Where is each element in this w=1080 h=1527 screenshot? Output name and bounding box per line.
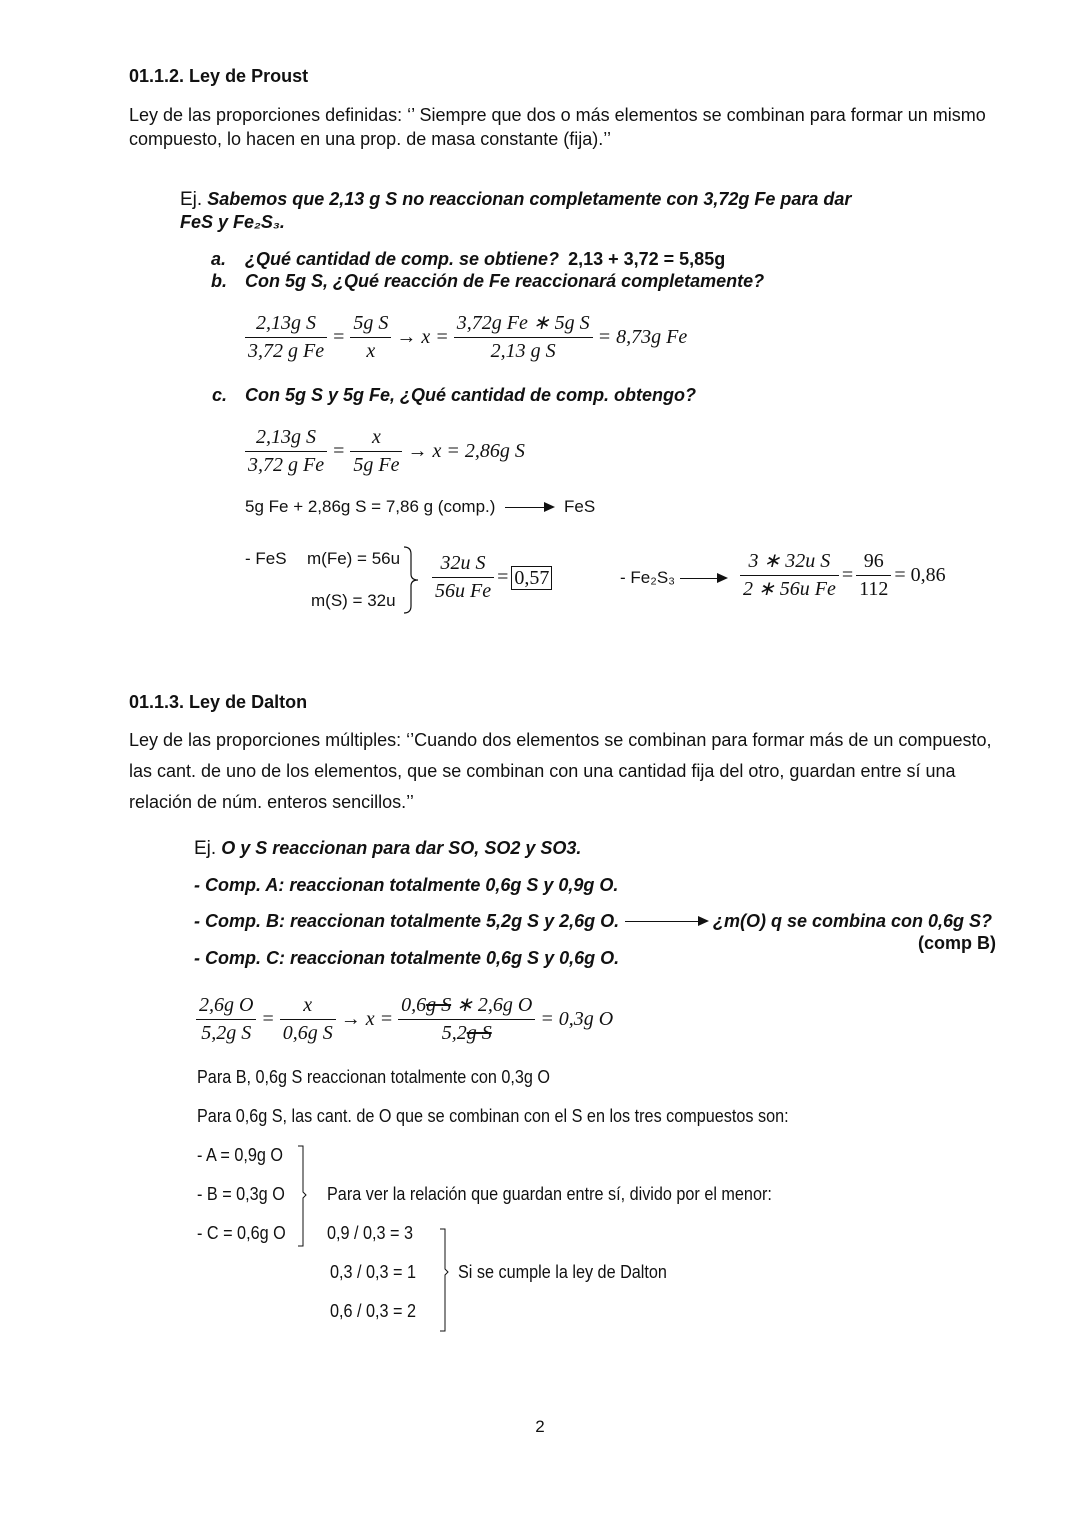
equation-result: = 8,73g Fe [597,326,688,348]
dalton-example-statement [194,837,581,860]
ratio-c: 0,6 / 0,3 = 2 [330,1301,417,1321]
fe2s3-label: - Fe₂S₃ [620,568,676,587]
question-a [245,248,725,270]
fraction-simplified [856,549,891,602]
denominator: 3,72 g Fe [248,340,325,362]
equals-sign: = [841,564,854,586]
fraction-ratio [740,549,839,602]
question-a-text: ¿Qué cantidad de comp. se obtiene? [245,249,560,269]
fraction-rhs [454,311,593,364]
total-mass-line: 5g Fe + 2,86g S = 7,86 g (comp.) [245,497,496,516]
amount-b: - B = 0,3g O [197,1184,285,1204]
dalton-verdict: Si se cumple la ley de Dalton [458,1262,667,1282]
bracket-icon [438,1228,450,1332]
ratio-a: 0,9 / 0,3 = 3 [327,1223,414,1243]
example-label: Ej. [194,838,217,859]
proust-example-statement-line-2: FeS y Fe₂S₃. [180,212,285,232]
fraction-mid [350,425,402,478]
list-marker-b: b. [211,271,227,291]
equals-sign: = [333,326,345,348]
dalton-question: ¿m(O) q se combina con 0,6g S? [713,911,993,931]
equation-result: = 0,86 [894,564,946,586]
dalton-definition-line-2: las cant. de uno de los elementos, que se combinan con una cantidad fija del otro, guardan entre sí una [129,761,956,781]
cancelled-unit: g S [426,994,452,1016]
proust-example-statement-line-1 [180,188,851,211]
cancelled-unit: g S [466,1022,492,1044]
denominator: 5g Fe [353,454,400,476]
fraction-ratio [432,551,494,604]
list-marker-a: a. [211,249,227,269]
amount-a: - A = 0,9g O [197,1145,284,1165]
numerator: 3 ∗ 32u S [740,549,839,576]
fe2s3-mass-ratio [740,549,951,602]
right-arrow-icon [625,921,707,922]
page-number: 2 [535,1417,545,1436]
bracket-icon [296,1145,308,1247]
right-arrow-icon [505,507,553,508]
dalton-equation [196,993,618,1046]
question-a-answer: 2,13 + 3,72 = 5,85g [568,249,726,269]
dalton-definition-line-1: Ley de las proporciones múltiples: ‘’Cuando dos elementos se combinan para formar más de un compuesto, [129,730,992,750]
question-c-text: Con 5g S y 5g Fe, ¿Qué cantidad de comp. obtengo? [245,385,697,405]
denominator: 2,13 g S [490,340,556,362]
numerator: 5g S [350,311,391,338]
section-heading-dalton: 01.1.3. Ley de Dalton [129,692,308,712]
denominator: 5,2g S [201,1022,252,1044]
numerator: x [280,993,336,1020]
compound-b: - Comp. B: reaccionan totalmente 5,2g S y 2,6g O. [194,911,620,931]
example-text: Sabemos que 2,13 g S no reaccionan completamente con 3,72g Fe para dar [207,189,852,209]
boxed-ratio-value: 0,57 [511,566,552,590]
dalton-definition-line-3: relación de núm. enteros sencillos.’’ [129,792,414,812]
numerator: 96 [856,549,891,576]
fraction-rhs [398,993,535,1046]
implies-x-equals: → x = [340,1008,394,1030]
fes-mass-s: m(S) = 32u [311,591,396,610]
equals-sign: = [262,1008,274,1030]
denominator [398,1020,535,1046]
list-marker-c: c. [212,385,228,405]
fraction-lhs [245,425,327,478]
compound-c: - Comp. C: reaccionan totalmente 0,6g S y 0,6g O. [194,948,620,968]
ratio-b: 0,3 / 0,3 = 1 [330,1262,417,1282]
numerator-rest: ∗ 2,6g O [451,994,533,1016]
proust-definition-line-1: Ley de las proporciones definidas: ‘’ Siempre que dos o más elementos se combinan para formar un mismo [129,105,986,125]
fes-mass-ratio [432,551,552,604]
denominator: 112 [859,578,889,600]
equation-b [245,311,692,364]
fraction-lhs [245,311,327,364]
curly-brace-icon [402,545,422,615]
dalton-conclusion-b: Para B, 0,6g S reaccionan totalmente con 0,3g O [197,1067,551,1087]
numerator: 2,13g S [245,311,327,338]
denominator: 56u Fe [435,580,492,602]
denominator: 3,72 g Fe [248,454,325,476]
equation-result: = 0,3g O [540,1008,614,1030]
denominator: 2 ∗ 56u Fe [743,578,836,600]
numerator: 3,72g Fe ∗ 5g S [454,311,593,338]
question-b-text: Con 5g S, ¿Qué reacción de Fe reaccionará completamente? [245,271,765,291]
equals-sign: = [333,440,345,462]
numerator-value: 0,6 [401,994,427,1016]
dalton-intro: Para 0,6g S, las cant. de O que se combinan con el S en los tres compuestos son: [197,1106,789,1126]
dalton-question-note: (comp B) [918,933,996,953]
relation-intro: Para ver la relación que guardan entre sí, divido por el menor: [327,1184,772,1204]
numerator [398,993,535,1020]
fraction-lhs [196,993,256,1046]
numerator: 2,13g S [245,425,327,452]
numerator: x [350,425,402,452]
fes-mass-fe: m(Fe) = 56u [307,549,401,568]
equation-c [245,425,530,478]
amount-c: - C = 0,6g O [197,1223,286,1243]
numerator: 32u S [432,551,494,578]
right-arrow-icon [680,578,726,579]
implies-x-equals: → x = [396,326,449,348]
fes-label: - FeS [245,549,287,568]
compound-a: - Comp. A: reaccionan totalmente 0,6g S y 0,9g O. [194,875,619,895]
equation-result: → x = 2,86g S [407,440,525,462]
section-heading-proust: 01.1.2. Ley de Proust [129,66,309,86]
denominator: 0,6g S [282,1022,333,1044]
equals-sign: = [497,566,509,588]
numerator: 2,6g O [196,993,256,1020]
denominator: x [366,340,376,362]
fraction-mid [280,993,336,1046]
proust-definition-line-2: compuesto, lo hacen en una prop. de masa constante (fija).’’ [129,129,611,149]
example-text: O y S reaccionan para dar SO, SO2 y SO3. [221,838,582,858]
total-product: FeS [564,497,596,516]
denominator-value: 5,2 [441,1022,467,1044]
example-label: Ej. [180,189,203,210]
fraction-mid [350,311,391,364]
